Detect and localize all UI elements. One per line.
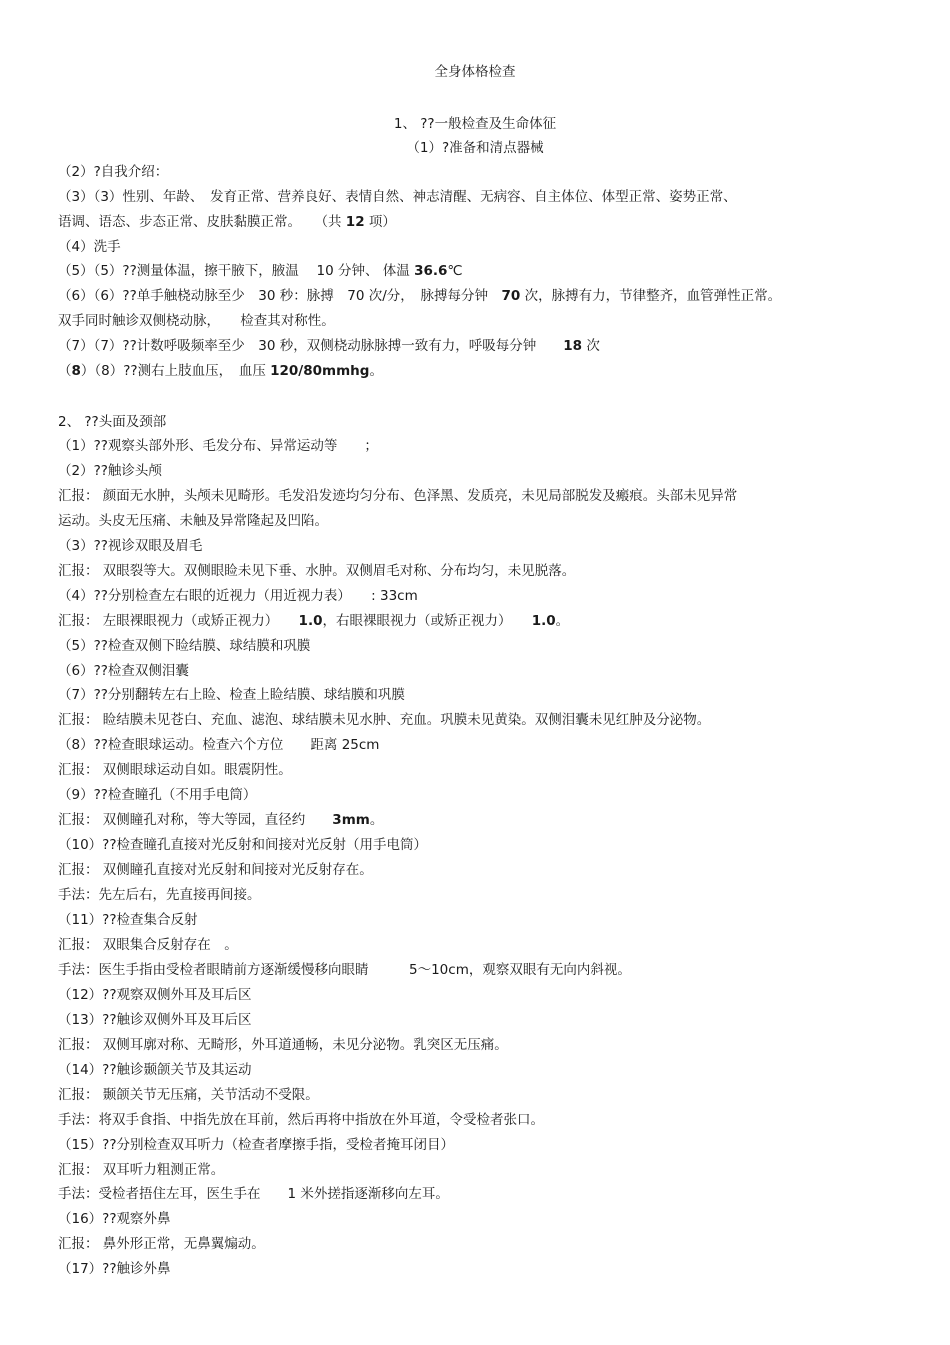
section-1-heading: 1、 ??一般检查及生命体征 (393, 116, 557, 132)
text-line: （2）??触诊头颅 (58, 463, 162, 479)
section-2-heading: 2、 ??头面及颈部 (58, 414, 167, 430)
text-line: （5）（5）??测量体温，擦干腋下，腋温 10 分钟、 体温 36.6℃ (58, 263, 463, 279)
text-line: （4）洗手 (58, 239, 121, 255)
text-line: 汇报： 双眼裂等大。双侧眼睑未见下垂、水肿。双侧眉毛对称、分布均匀，未见脱落。 (58, 563, 576, 579)
text-line: （6）??检查双侧泪囊 (58, 663, 189, 679)
text-line: （3）??视诊双眼及眉毛 (58, 538, 203, 554)
text-line: （6）（6）??单手触桡动脉至少 30 秒：脉搏 70 次/分， 脉搏每分钟 70 次，脉搏有力，节律整齐，血管弹性正常。 (58, 288, 782, 304)
text-line: 手法：医生手指由受检者眼睛前方逐渐缓慢移向眼睛 5～10cm，观察双眼有无向内斜视。 (58, 962, 631, 978)
text-line: 汇报： 鼻外形正常，无鼻翼煽动。 (58, 1236, 265, 1252)
text-line: （15）??分别检查双耳听力（检查者摩擦手指，受检者掩耳闭目） (58, 1137, 455, 1153)
text-line: （1）??观察头部外形、毛发分布、异常运动等 ； (58, 438, 378, 454)
text-line: 手法：将双手食指、中指先放在耳前，然后再将中指放在外耳道，令受检者张口。 (58, 1112, 544, 1128)
text-line: 汇报： 左眼裸眼视力（或矫正视力） 1.0，右眼裸眼视力（或矫正视力） 1.0。 (58, 613, 570, 629)
text-line: 汇报： 双眼集合反射存在 。 (58, 937, 238, 953)
text-line: 汇报： 睑结膜未见苍白、充血、滤泡、球结膜未见水肿、充血。巩膜未见黄染。双侧泪囊未见红肿及分泌物。 (58, 712, 711, 728)
text-line: 汇报： 双侧眼球运动自如。眼震阴性。 (58, 762, 292, 778)
text-line: （17）??触诊外鼻 (58, 1261, 171, 1277)
text-line: 双手同时触诊双侧桡动脉， 检查其对称性。 (58, 313, 335, 329)
text-line: （12）??观察双侧外耳及耳后区 (58, 987, 252, 1003)
text-line: （8）??检查眼球运动。检查六个方位 距离 25cm (58, 737, 380, 753)
text-line: 手法：先左后右，先直接再间接。 (58, 887, 261, 903)
text-line: （5）??检查双侧下睑结膜、球结膜和巩膜 (58, 638, 311, 654)
text-line: （7）??分别翻转左右上睑、检查上睑结膜、球结膜和巩膜 (58, 687, 405, 703)
text-line: （10）??检查瞳孔直接对光反射和间接对光反射（用手电筒） (58, 837, 428, 853)
text-line: 汇报： 双侧瞳孔对称，等大等园，直径约 3mm。 (58, 812, 384, 828)
text-line: 汇报： 颜面无水肿，头颅未见畸形。毛发沿发迹均匀分布、色泽黑、发质亮，未见局部脱发及瘢痕。头部未见异常 (58, 488, 738, 504)
text-line: （9）??检查瞳孔（不用手电筒） (58, 787, 257, 803)
text-line: （8）（8）??测右上肢血压， 血压 120/80mmhg。 (58, 363, 383, 379)
text-line: （4）??分别检查左右眼的近视力（用近视力表） : 33cm (58, 588, 418, 604)
text-line: （14）??触诊颞颌关节及其运动 (58, 1062, 252, 1078)
text-line: （2）?自我介绍： (58, 164, 169, 180)
text-line: 汇报： 双耳听力粗测正常。 (58, 1162, 225, 1178)
text-line: 汇报： 双侧耳廓对称、无畸形，外耳道通畅，未见分泌物。乳突区无压痛。 (58, 1037, 508, 1053)
document-title: 全身体格检查 (434, 64, 516, 80)
text-line: （13）??触诊双侧外耳及耳后区 (58, 1012, 252, 1028)
text-line: （3）（3）性别、年龄、 发育正常、营养良好、表情自然、神志清醒、无病容、自主体位、体型正常、姿势正常、 (58, 189, 737, 205)
text-line: （11）??检查集合反射 (58, 912, 198, 928)
text-line: （7）（7）??计数呼吸频率至少 30 秒，双侧桡动脉脉搏一致有力，呼吸每分钟 18 次 (58, 338, 600, 354)
section-1-subheading: （1）?准备和清点器械 (406, 140, 544, 156)
text-line: （16）??观察外鼻 (58, 1211, 171, 1227)
text-line: 语调、语态、步态正常、皮肤黏膜正常。 （共 12 项） (58, 214, 396, 230)
text-line: 运动。头皮无压痛、未触及异常隆起及凹陷。 (58, 513, 328, 529)
text-line: 手法：受检者捂住左耳，医生手在 1 米外搓指逐渐移向左耳。 (58, 1186, 449, 1202)
text-line: 汇报： 颞颌关节无压痛，关节活动不受限。 (58, 1087, 319, 1103)
text-line: 汇报： 双侧瞳孔直接对光反射和间接对光反射存在。 (58, 862, 373, 878)
